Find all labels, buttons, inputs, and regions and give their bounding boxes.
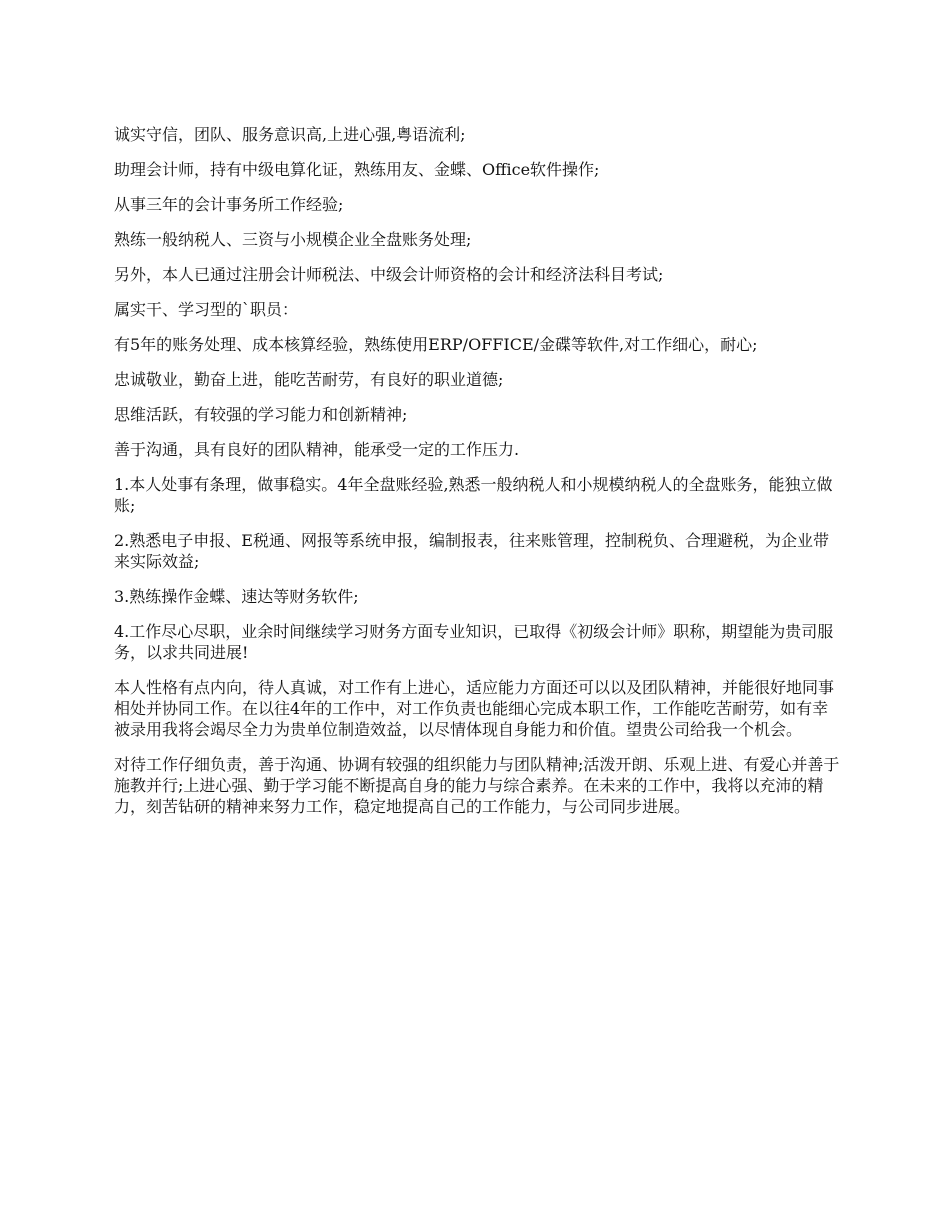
paragraph-14: 4.工作尽心尽职，业余时间继续学习财务方面专业知识，已取得《初级会计师》职称，期望能为贵司服务，以求共同进展!	[114, 622, 834, 662]
paragraph-9: 思维活跃，有较强的学习能力和创新精神;	[114, 405, 408, 424]
document-body	[114, 124, 840, 831]
paragraph-16: 对待工作仔细负责，善于沟通、协调有较强的组织能力与团队精神;活泼开朗、乐观上进、有爱心并善于施教并行;上进心强、勤于学习能不断提高自身的能力与综合素养。在未来的工作中，我将以充沛的精力，刻苦钻研的精神来努力工作，稳定地提高自己的工作能力，与公司同步进展。	[114, 755, 840, 816]
paragraph-13: 3.熟练操作金蝶、速达等财务软件;	[114, 587, 359, 606]
paragraph-2: 助理会计师，持有中级电算化证，熟练用友、金蝶、Office软件操作;	[114, 160, 600, 179]
paragraph-3: 从事三年的会计事务所工作经验;	[114, 195, 344, 214]
paragraph-1: 诚实守信，团队、服务意识高,上进心强,粤语流利;	[114, 125, 466, 144]
paragraph-7: 有5年的账务处理、成本核算经验，熟练使用ERP/OFFICE/金碟等软件,对工作细心，耐心;	[114, 335, 758, 354]
paragraph-6: 属实干、学习型的`职员：	[114, 300, 299, 319]
paragraph-12: 2.熟悉电子申报、E税通、网报等系统申报，编制报表，往来账管理，控制税负、合理避税，为企业带来实际效益;	[114, 531, 829, 571]
paragraph-8: 忠诚敬业，勤奋上进，能吃苦耐劳，有良好的职业道德;	[114, 370, 504, 389]
paragraph-11: 1.本人处事有条理，做事稳实。4年全盘账经验,熟悉一般纳税人和小规模纳税人的全盘账务，能独立做账;	[114, 475, 833, 515]
paragraph-10: 善于沟通，具有良好的团队精神，能承受一定的工作压力.	[114, 440, 520, 459]
paragraph-15: 本人性格有点内向，待人真诚，对工作有上进心，适应能力方面还可以以及团队精神，并能很好地同事相处并协同工作。在以往4年的工作中，对工作负责也能细心完成本职工作，工作能吃苦耐劳，如有幸被录用我将会竭尽全力为贵单位制造效益，以尽情体现自身能力和价值。望贵公司给我一个机会。	[114, 678, 835, 739]
paragraph-5: 另外，本人已通过注册会计师税法、中级会计师资格的会计和经济法科目考试;	[114, 265, 664, 284]
paragraph-4: 熟练一般纳税人、三资与小规模企业全盘账务处理;	[114, 230, 472, 249]
